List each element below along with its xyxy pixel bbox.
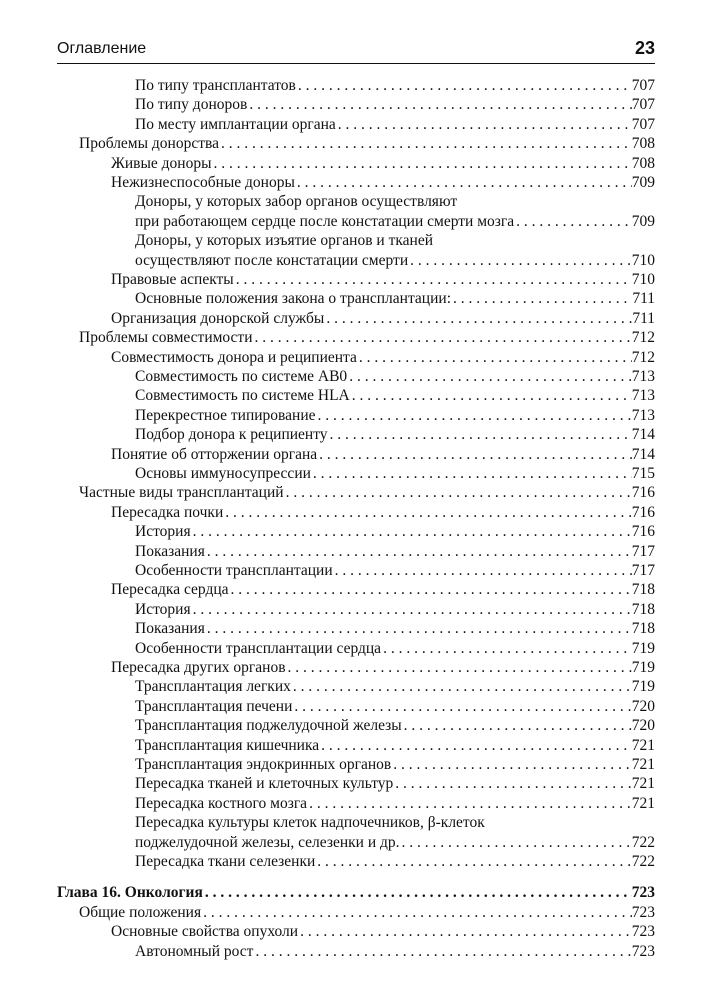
toc-entry-text: Показания: [135, 542, 205, 560]
dot-leader: [393, 774, 631, 793]
dot-leader: [324, 309, 632, 328]
toc-row: [135, 755, 655, 774]
toc-entry-text: Понятие об отторжении органа: [111, 445, 318, 463]
dot-leader: [296, 76, 632, 95]
dot-leader: [400, 833, 632, 852]
dot-leader: [191, 522, 632, 541]
toc-page-number: 707: [631, 77, 655, 94]
toc-page-number: 707: [631, 115, 655, 133]
toc-row: [135, 212, 655, 231]
dot-leader: [402, 716, 632, 735]
toc-entry-text: По типу доноров: [135, 96, 248, 114]
toc-entry-text: Трансплантация печени: [135, 697, 293, 715]
toc-page-number: 709: [631, 212, 655, 230]
toc-page-number: 718: [631, 600, 655, 618]
toc-page-number: 719: [631, 639, 655, 657]
toc-page-number: 720: [631, 697, 655, 715]
toc-page-number: 721: [631, 794, 655, 812]
toc-entry-text: Основные свойства опухоли: [111, 923, 299, 941]
toc-page-number: 712: [631, 329, 655, 347]
toc-row: [111, 922, 655, 941]
toc-entry-text: Пересадка других органов: [111, 659, 286, 676]
toc-row: [79, 483, 655, 502]
toc-page-number: 718: [631, 620, 655, 638]
dot-leader: [219, 134, 632, 153]
toc-page-number: 723: [631, 884, 655, 902]
dot-leader: [315, 852, 631, 871]
toc-page-number: 722: [631, 853, 655, 870]
toc-page-number: 714: [631, 426, 655, 444]
toc-page-number: 716: [631, 523, 655, 541]
toc-page-number: 719: [631, 659, 655, 676]
toc-row: [135, 76, 655, 95]
dot-leader: [247, 95, 631, 114]
toc-row: [135, 677, 655, 696]
dot-leader: [381, 639, 632, 658]
toc-entry-text: Совместимость донора и реципиента: [111, 348, 357, 366]
toc-entry-text: Основные положения закона о трансплантации:: [135, 290, 451, 308]
dot-leader: [191, 600, 632, 619]
toc-entry-text: Правовые аспекты: [111, 271, 234, 288]
toc-page-number: 718: [631, 581, 655, 599]
toc-row: [111, 348, 655, 367]
dot-leader: [391, 755, 632, 774]
toc-entry-text: Проблемы совместимости: [79, 329, 253, 347]
dot-leader: [284, 483, 632, 502]
dot-leader: [201, 903, 632, 922]
toc-row: [111, 580, 655, 599]
toc-row: [135, 561, 655, 580]
toc-entry-text: История: [135, 600, 191, 618]
toc-entry-text: Показания: [135, 620, 205, 638]
toc-row: [111, 658, 655, 677]
toc-page-number: 720: [631, 717, 655, 735]
toc-page-number: 714: [631, 445, 655, 463]
dot-leader: [253, 328, 632, 347]
toc-entry-text: при работающем сердце после констатации смерти мозга: [135, 212, 515, 230]
toc-page-number: 715: [631, 465, 655, 482]
toc-entry-text: Пересадка костного мозга: [135, 794, 308, 812]
dot-leader: [311, 464, 632, 483]
toc-entry-text: Совместимость по системе HLA: [135, 387, 350, 405]
toc-row: [135, 942, 655, 961]
toc-row: [135, 95, 655, 114]
dot-leader: [298, 922, 632, 941]
toc-page-number: 710: [631, 251, 655, 269]
toc-page-number: 722: [631, 833, 655, 851]
toc-row: [135, 406, 655, 425]
dot-leader: [295, 173, 632, 192]
toc-row: [135, 522, 655, 541]
toc-row: [135, 619, 655, 638]
toc-row: [135, 425, 655, 444]
toc-row: [111, 154, 655, 173]
dot-leader: [514, 212, 632, 231]
toc-entry-text: По месту имплантации органа: [135, 115, 336, 133]
toc-page-number: 713: [631, 368, 655, 385]
toc-page-number: 723: [631, 923, 655, 941]
toc-entry-text: Пересадка тканей и клеточных культур: [135, 775, 394, 793]
toc-entry-text: Организация донорской службы: [111, 309, 325, 327]
toc-row: [135, 852, 655, 871]
toc-page-number: 708: [631, 154, 655, 172]
toc-row: [135, 716, 655, 735]
dot-leader: [328, 425, 632, 444]
toc-row: [79, 903, 655, 922]
page-number: 23: [634, 38, 655, 58]
toc-entry-text: Трансплантация эндокринных органов: [135, 756, 392, 773]
toc-entry-text: Особенности трансплантации сердца: [135, 639, 382, 657]
toc-row: [135, 794, 655, 813]
toc-row: [135, 600, 655, 619]
toc-entry-text: осуществляют после констатации смерти: [135, 251, 409, 269]
toc-entry-text: Особенности трансплантации: [135, 562, 333, 579]
toc-entry-text: Частные виды трансплантаций: [79, 484, 284, 502]
toc-row: [135, 386, 655, 405]
toc-row: [135, 542, 655, 561]
dot-leader: [451, 289, 632, 308]
toc-entry-text: Доноры, у которых изъятие органов и тканей: [135, 232, 433, 250]
toc-entry-text: Трансплантация поджелудочной железы: [135, 717, 402, 735]
toc-page-number: 721: [631, 775, 655, 793]
dot-leader: [291, 677, 632, 696]
toc-page-number: 723: [631, 903, 655, 921]
toc-entry-text: Доноры, у которых забор органов осуществляют: [135, 193, 458, 211]
toc-entry-text: Нежизнеспособные доноры: [111, 174, 295, 191]
toc-page-number: 708: [631, 135, 655, 153]
toc-entry-text: Совместимость по системе АВ0: [135, 368, 348, 385]
toc-page-number: 716: [631, 503, 655, 521]
toc-page-number: 713: [631, 387, 655, 405]
toc-entry-text: Живые доноры: [111, 154, 212, 172]
toc-entry-text: поджелудочной железы, селезенки и др.: [135, 833, 400, 851]
toc-page-number: 721: [631, 756, 655, 773]
dot-leader: [333, 561, 632, 580]
toc-row: [135, 251, 655, 270]
toc-row: [135, 464, 655, 483]
toc-row: [111, 503, 655, 522]
toc-entry-text: Подбор донора к реципиенту: [135, 426, 328, 444]
dot-leader: [286, 658, 632, 677]
toc-page-number: 713: [631, 406, 655, 424]
toc-entry-text: Глава 16. Онкология: [57, 884, 203, 902]
toc-row: [135, 736, 655, 755]
toc-page-number: 721: [631, 736, 655, 754]
toc-entry-text: Пересадка ткани селезенки: [135, 853, 316, 870]
dot-leader: [212, 154, 632, 173]
toc-row: [79, 328, 655, 347]
toc-row: [135, 639, 655, 658]
page-header: [57, 38, 655, 62]
toc-entry-text: Основы иммуносупрессии: [135, 465, 311, 482]
header-divider: [57, 63, 655, 64]
toc-page-number: 710: [631, 271, 655, 288]
toc-entry-text: Трансплантация кишечника: [135, 736, 320, 754]
dot-leader: [223, 503, 632, 522]
toc-chapter-row: [57, 883, 655, 902]
running-title: Оглавление: [57, 40, 147, 57]
toc-page-number: 716: [631, 484, 655, 502]
dot-leader: [205, 619, 632, 638]
dot-leader: [234, 270, 632, 289]
dot-leader: [292, 697, 631, 716]
toc-page-number: 723: [631, 942, 655, 960]
dot-leader: [229, 580, 632, 599]
toc-page-number: 712: [631, 348, 655, 366]
toc-row: [135, 774, 655, 793]
toc-page-number: 717: [631, 562, 655, 579]
toc-entry-text: По типу трансплантатов: [135, 77, 296, 94]
toc-row: [111, 309, 655, 328]
toc-row: [135, 115, 655, 134]
toc-row: [111, 445, 655, 464]
dot-leader: [336, 115, 632, 134]
toc-page-number: 707: [631, 96, 655, 114]
toc-entry-text: Пересадка сердца: [111, 581, 229, 599]
dot-leader: [408, 251, 632, 270]
toc-entry-text: История: [135, 523, 191, 541]
dot-leader: [347, 367, 632, 386]
toc-page-number: 711: [632, 309, 655, 327]
dot-leader: [317, 445, 632, 464]
toc-row: [79, 134, 655, 153]
dot-leader: [319, 736, 632, 755]
dot-leader: [205, 542, 632, 561]
toc-page-number: 719: [631, 678, 655, 696]
toc-entry-text: Пересадка почки: [111, 503, 224, 521]
dot-leader: [203, 883, 632, 902]
toc-entry-text: Трансплантация легких: [135, 678, 291, 696]
toc-entry-text: Перекрестное типирование: [135, 406, 316, 424]
toc-row: [135, 289, 655, 308]
toc-page-number: 717: [631, 542, 655, 560]
dot-leader: [307, 794, 632, 813]
toc-entry-text: Проблемы донорства: [79, 135, 219, 153]
toc-page-number: 711: [632, 290, 655, 308]
toc-row: [135, 367, 655, 386]
dot-leader: [253, 942, 631, 961]
toc-entry-text: Автономный рост: [135, 942, 254, 960]
toc-entry-text: Пересадка культуры клеток надпочечников, β-клеток: [135, 814, 485, 832]
toc-row: [111, 173, 655, 192]
dot-leader: [357, 348, 632, 367]
toc-row: [135, 697, 655, 716]
dot-leader: [316, 406, 632, 425]
toc-row: [135, 833, 655, 852]
toc-row: [111, 270, 655, 289]
toc-entry-text: Общие положения: [79, 903, 202, 921]
dot-leader: [350, 386, 632, 405]
toc-page-number: 709: [631, 174, 655, 191]
